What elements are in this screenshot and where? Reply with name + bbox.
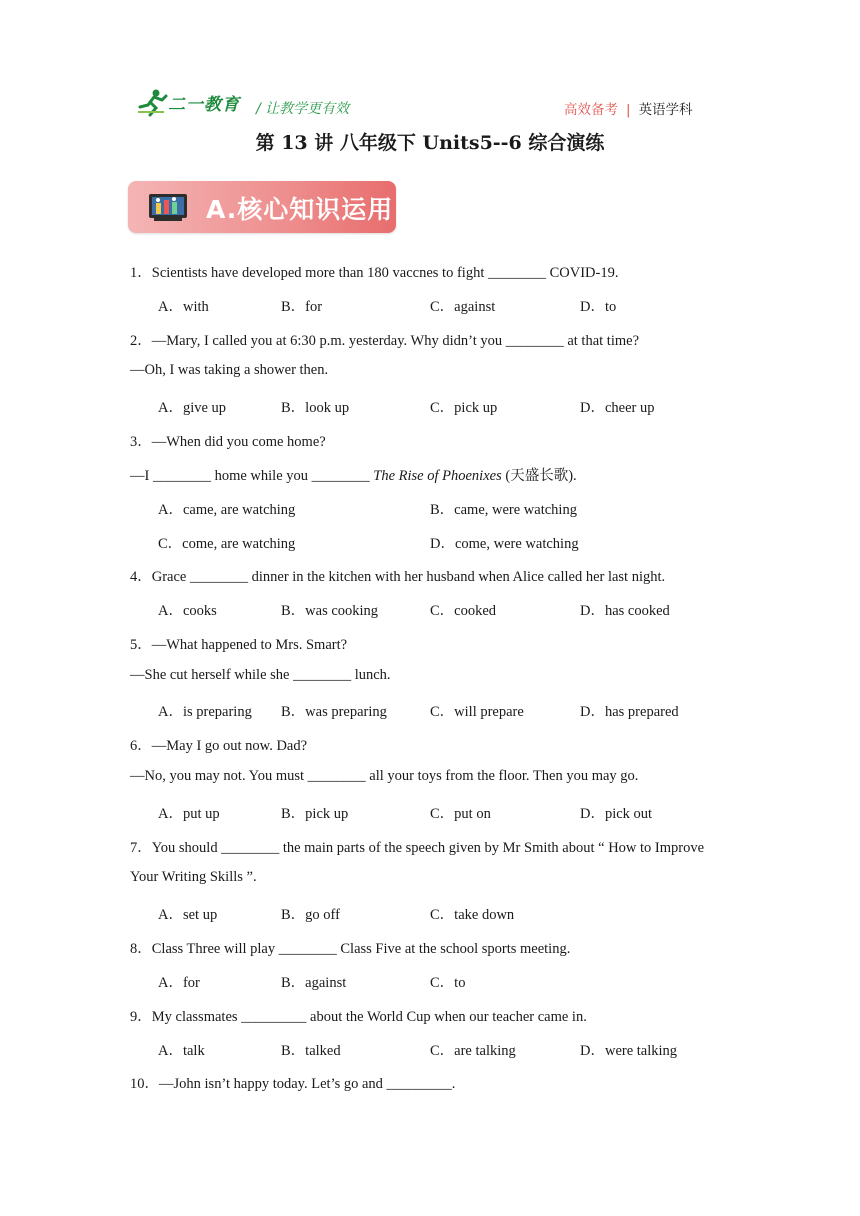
question-6: 6．—May I go out now. Dad? — [130, 738, 308, 754]
question-1: 1．Scientists have developed more than 180 vaccnes to fight ________ COVID-19. — [130, 265, 619, 281]
option: B．against — [281, 975, 347, 991]
question-5: 5．—What happened to Mrs. Smart? — [130, 637, 348, 653]
question-8: 8．Class Three will play ________ Class Five at the school sports meeting. — [130, 941, 571, 957]
header-right — [564, 98, 693, 118]
option: A．with — [158, 299, 209, 315]
option: C．pick up — [430, 400, 498, 416]
option: A．for — [158, 975, 200, 991]
option: A．talk — [158, 1043, 205, 1059]
option: A．came, are watching — [158, 502, 296, 518]
option: B．talked — [281, 1043, 341, 1059]
slogan: / 让教学更有效 — [256, 101, 350, 117]
option: C．to — [430, 975, 466, 991]
option: C．will prepare — [430, 704, 524, 720]
question-2-line2: —Oh, I was taking a shower then. — [130, 362, 329, 378]
page-title: 第 13 讲 八年级下 Units5--6 综合演练 — [255, 132, 605, 154]
q3-title-italic: The Rise of Phoenixes — [373, 468, 502, 484]
option: B．for — [281, 299, 323, 315]
option: D．pick out — [580, 806, 653, 822]
section-title: A.核心知识运用 — [206, 195, 394, 224]
question-10: 10．—John isn’t happy today. Let’s go and _________. — [130, 1076, 456, 1092]
option: A．is preparing — [158, 704, 252, 720]
option: D．has cooked — [580, 603, 670, 619]
option: D．were talking — [580, 1043, 678, 1059]
option: C．put on — [430, 806, 491, 822]
option: C．are talking — [430, 1043, 516, 1059]
option: D．has prepared — [580, 704, 679, 720]
option: C．come, are watching — [158, 536, 296, 552]
section-banner — [128, 181, 396, 233]
q3-text-post: (天盛长歌). — [501, 468, 577, 484]
option: A．put up — [158, 806, 220, 822]
option: B．came, were watching — [430, 502, 577, 518]
question-6-line2: —No, you may not. You must ________ all your toys from the floor. Then you may go. — [130, 768, 639, 784]
question-3: 3．—When did you come home? — [130, 434, 326, 450]
page-header — [0, 84, 860, 124]
option: B．was preparing — [281, 704, 387, 720]
question-2: 2．—Mary, I called you at 6:30 p.m. yesterday. Why didn’t you ________ at that time? — [130, 333, 640, 349]
question-5-line2: —She cut herself while she ________ lunch. — [130, 667, 391, 683]
question-9: 9．My classmates _________ about the World Cup when our teacher came in. — [130, 1009, 587, 1025]
option: C．take down — [430, 907, 515, 923]
question-4: 4．Grace ________ dinner in the kitchen with her husband when Alice called her last night. — [130, 569, 666, 585]
brand-logo — [136, 88, 246, 118]
option: A．give up — [158, 400, 227, 416]
question-7: 7．You should ________ the main parts of the speech given by Mr Smith about “ How to Improve — [130, 840, 705, 856]
option: A．set up — [158, 907, 218, 923]
q3-text-pre: —I ________ home while you ________ — [130, 468, 374, 484]
option: D．come, were watching — [430, 536, 579, 552]
header-subject: 英语学科 — [638, 102, 693, 118]
running-man-icon — [136, 88, 170, 118]
option: B．go off — [281, 907, 340, 923]
option: C．cooked — [430, 603, 497, 619]
option: B．pick up — [281, 806, 349, 822]
logo-text: 二一教育 — [168, 95, 240, 115]
option: B．was cooking — [281, 603, 379, 619]
question-7-line2: Your Writing Skills ”. — [130, 869, 257, 885]
option: C．against — [430, 299, 496, 315]
question-3-line2 — [130, 464, 577, 485]
option: A．cooks — [158, 603, 217, 619]
option: D．cheer up — [580, 400, 655, 416]
option: B．look up — [281, 400, 350, 416]
option: D．to — [580, 299, 617, 315]
blackboard-icon — [148, 193, 188, 223]
header-tag: 高效备考 — [564, 102, 618, 118]
header-separator: | — [626, 102, 631, 118]
